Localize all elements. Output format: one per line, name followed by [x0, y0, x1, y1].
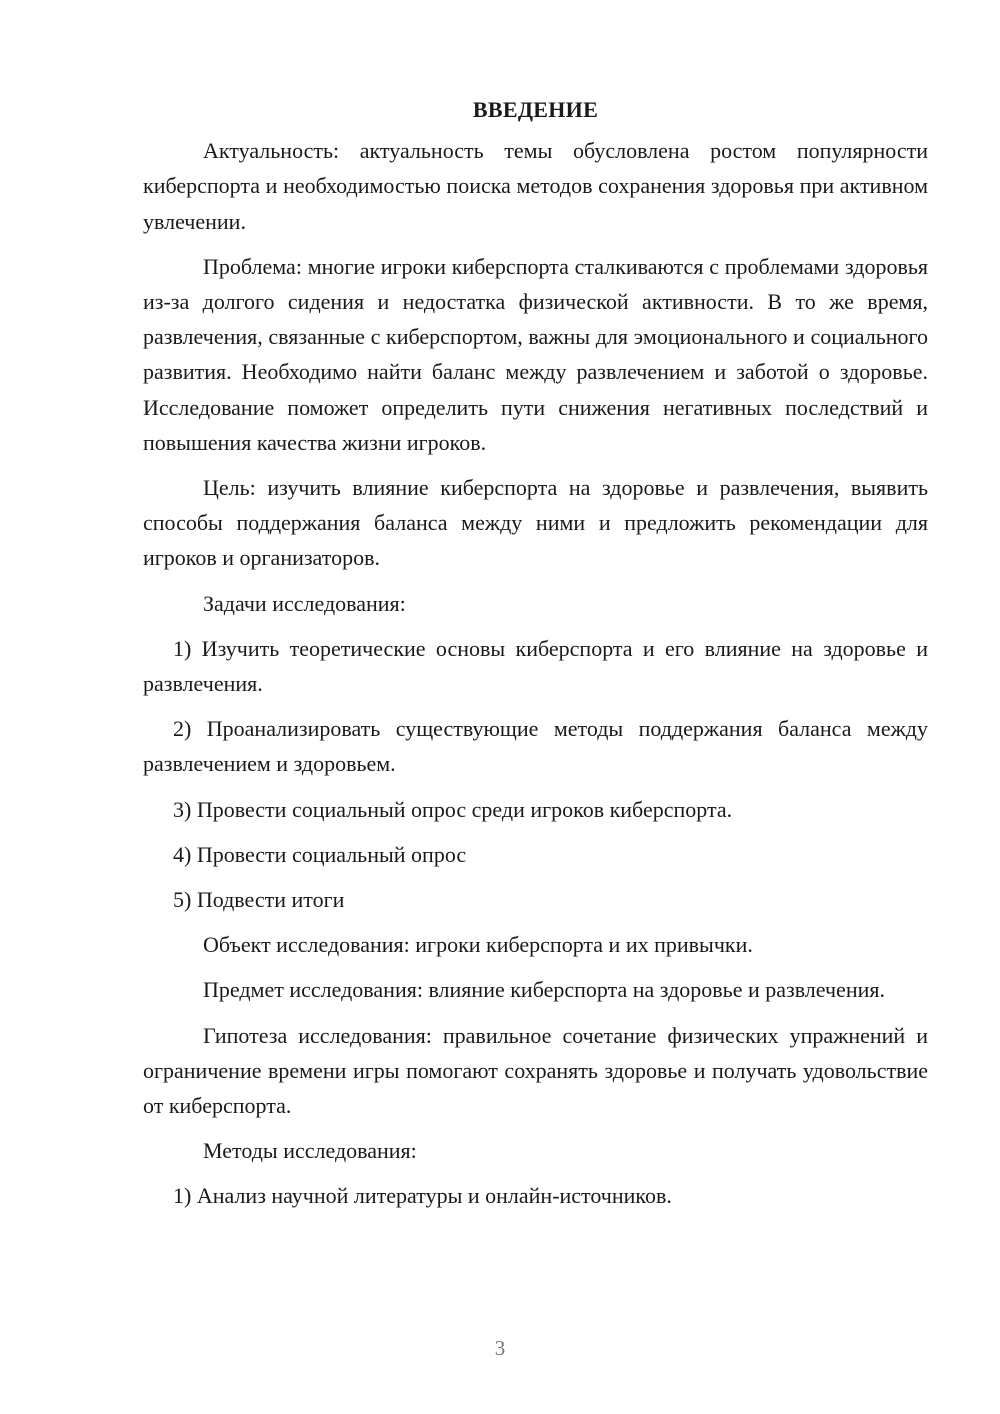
page-content [143, 92, 928, 1224]
list-item-task-2: 2) Проанализировать существующие методы поддержания баланса между развлечением и здоровьем. [143, 716, 928, 777]
paragraph-hypothesis: Гипотеза исследования: правильное сочетание физических упражнений и ограничение времени игры помогают сохранять здоровье и получать удовольствие от киберспорта. [143, 1022, 928, 1119]
paragraph-goal: Цель: изучить влияние киберспорта на здоровье и развлечения, выявить способы поддержания баланса между ними и предложить рекомендации для игроков и организаторов. [143, 475, 928, 571]
paragraph-subject: Предмет исследования: влияние киберспорта на здоровье и развлечения. [203, 977, 885, 1003]
list-item-task-1: 1) Изучить теоретические основы киберспорта и его влияние на здоровье и развлечения. [143, 635, 928, 697]
list-item-task-3: 3) Провести социальный опрос среди игроков киберспорта. [173, 796, 733, 822]
list-item-method-1: 1) Анализ научной литературы и онлайн-источников. [173, 1183, 672, 1209]
page-number: 3 [494, 1336, 506, 1360]
list-item-task-5: 5) Подвести итоги [173, 887, 345, 913]
paragraph-relevance: Актуальность: актуальность темы обусловлена ростом популярности киберспорта и необходимостью поиска методов сохранения здоровья при активном увлечении. [143, 138, 928, 234]
paragraph-tasks-heading: Задачи исследования: [203, 590, 406, 616]
section-heading: ВВЕДЕНИЕ [472, 97, 599, 122]
list-item-task-4: 4) Провести социальный опрос [173, 841, 467, 867]
paragraph-problem: Проблема: многие игроки киберспорта сталкиваются с проблемами здоровья из-за долгого сидения и недостатка физической активности. В то же время, развлечения, связанные с киберспортом, важны для эмоционального и социального развития. Необходимо найти баланс между развлечением и заботой о здоровье. Исследование поможет определить пути снижения негативных последствий и повышения качества жизни игроков. [143, 253, 928, 455]
paragraph-methods-heading: Методы исследования: [203, 1138, 417, 1164]
paragraph-object: Объект исследования: игроки киберспорта и их привычки. [203, 932, 753, 958]
